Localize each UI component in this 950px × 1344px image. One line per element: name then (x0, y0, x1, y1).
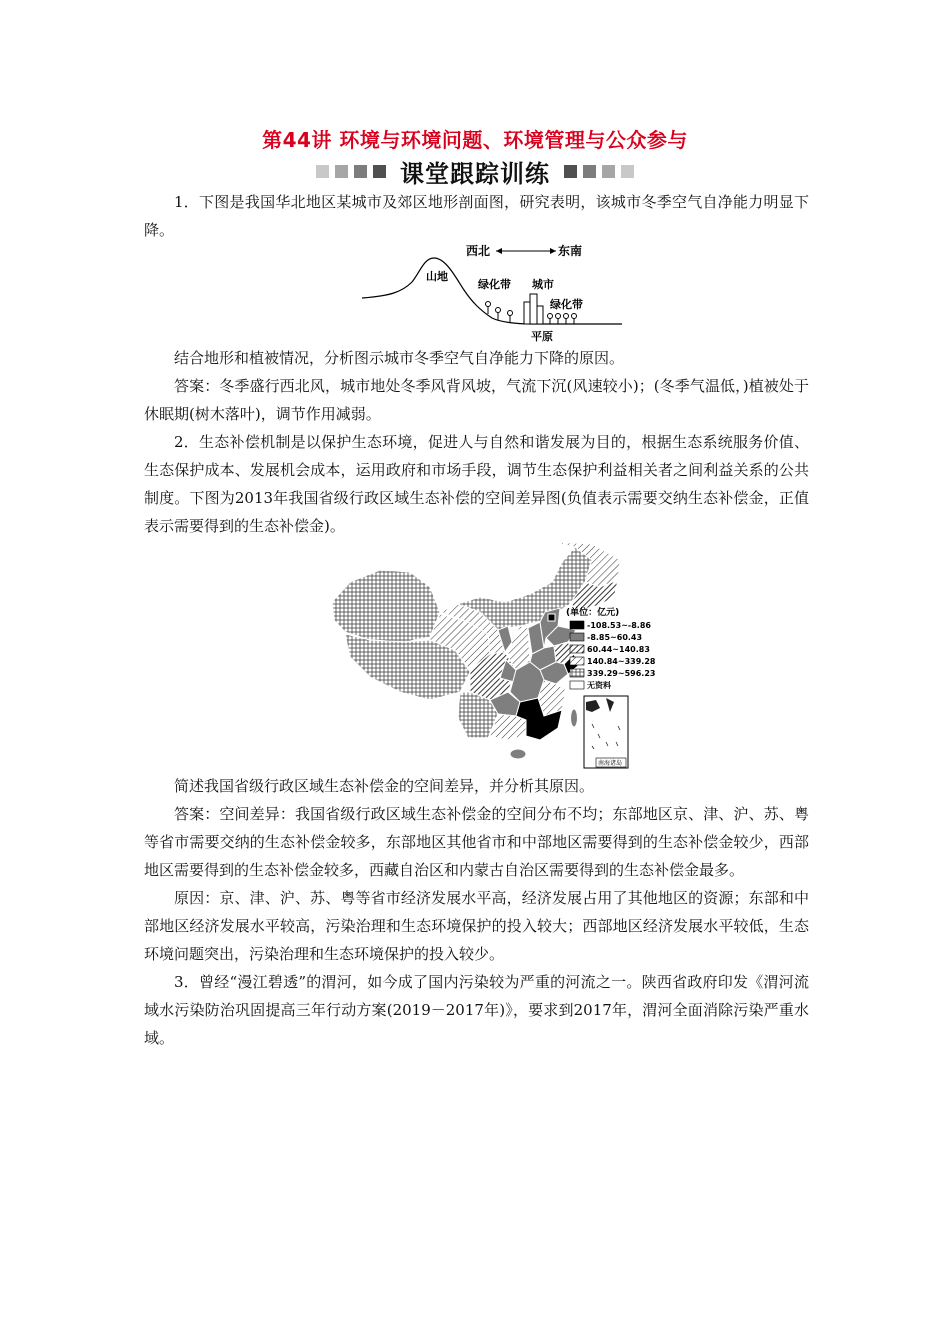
inset-label: 南海诸岛 (598, 760, 623, 767)
city-buildings (524, 294, 543, 324)
legend-label-5: 339.29~596.23 (587, 669, 656, 678)
south-china-sea-inset (584, 696, 628, 768)
question-2-prompt: 简述我国省级行政区域生态补偿金的空间差异，并分析其原因。 (174, 777, 595, 795)
map-legend (570, 621, 656, 690)
legend-title: (单位：亿元) (566, 608, 620, 618)
legend-swatch-6 (570, 681, 584, 689)
greenbelt-right-label: 绿化带 (550, 298, 583, 311)
arrow-head-right (550, 248, 556, 254)
greenbelt-left-label: 绿化带 (478, 278, 511, 291)
banner-decoration-left (316, 165, 386, 178)
q2-prompt-answer (144, 772, 809, 1052)
section-banner (0, 156, 950, 186)
terrain-profile-figure (360, 238, 625, 344)
arrow-head-left (496, 248, 502, 254)
direction-southeast-label: 东南 (558, 244, 583, 258)
legend-swatch-3 (570, 645, 584, 653)
direction-northwest-label: 西北 (466, 244, 491, 258)
region-xinjiang (332, 570, 440, 642)
legend-label-6: 无资料 (587, 681, 611, 690)
banner-decoration-right (564, 165, 634, 178)
q1-stem (144, 188, 809, 244)
banner-text: 课堂跟踪训练 (400, 159, 550, 188)
terrain-line (362, 258, 622, 324)
region-taiwan (571, 709, 578, 727)
question-2-text: 2．生态补偿机制是以保护生态环境，促进人与自然和谐发展为目的，根据生态系统服务价值、生态保护成本、发展机会成本，运用政府和市场手段，调节生态保护利益相关者之间利益关系的公共制度。下图为2013年我国省级行政区域生态补偿的空间差异图(负值表示需要交纳生态补偿金，正值表示需要得到的生态补偿金)。 (144, 433, 809, 535)
trees-left (486, 302, 513, 324)
legend-swatch-1 (570, 621, 584, 629)
question-1-answer: 答案：冬季盛行西北风，城市地处冬季风背风坡，气流下沉(风速较小)；(冬季气温低，)植被处于休眠期(树木落叶)，调节作用减弱。 (144, 377, 809, 423)
plain-label: 平原 (531, 330, 553, 343)
question-2-answer-differences: 答案：空间差异：我国省级行政区域生态补偿金的空间分布不均；东部地区京、津、沪、苏、粤等省市需要交纳的生态补偿金较多，东部地区其他省市和中部地区需要得到的生态补偿金较少，西部地区需要得到的生态补偿金较多，西藏自治区和内蒙古自治区需要得到的生态补偿金最多。 (144, 805, 809, 879)
lesson-title: 第44讲 环境与环境问题、环境管理与公众参与 (262, 128, 688, 152)
question-3-text: 3．曾经“漫江碧透”的渭河，如今成了国内污染较为严重的河流之一。陕西省政府印发《渭河流域水污染防治巩固提高三年行动方案(2019－2017年)》，要求到2017年，渭河全面消除污染严重水域。 (144, 973, 809, 1047)
china-ecological-compensation-map (330, 542, 656, 770)
legend-swatch-5 (570, 669, 584, 677)
question-2-answer-reasons: 原因：京、津、沪、苏、粤等省市经济发展水平高，经济发展占用了其他地区的资源；东部和中部地区经济发展水平较高，污染治理和生态环境保护的投入较大；西部地区经济发展水平较低，生态环境问题突出，污染治理和生态环境保护的投入较少。 (144, 889, 809, 963)
legend-label-1: -108.53~-8.86 (587, 621, 651, 630)
region-hainan (510, 749, 526, 759)
region-beijing-tianjin (548, 614, 555, 621)
question-1-text: 1．下图是我国华北地区某城市及郊区地形剖面图，研究表明，该城市冬季空气自净能力明显下降。 (144, 193, 809, 239)
mountain-label: 山地 (426, 270, 448, 283)
trees-right (548, 314, 577, 325)
question-1-prompt: 结合地形和植被情况，分析图示城市冬季空气自净能力下降的原因。 (174, 349, 625, 367)
city-label: 城市 (532, 278, 554, 291)
legend-label-4: 140.84~339.28 (587, 657, 656, 666)
legend-swatch-4 (570, 657, 584, 665)
legend-label-2: -8.85~60.43 (587, 633, 643, 642)
q2-stem (144, 428, 809, 540)
legend-swatch-2 (570, 633, 584, 641)
q1-prompt-answer (144, 344, 809, 428)
legend-label-3: 60.44~140.83 (587, 645, 650, 654)
